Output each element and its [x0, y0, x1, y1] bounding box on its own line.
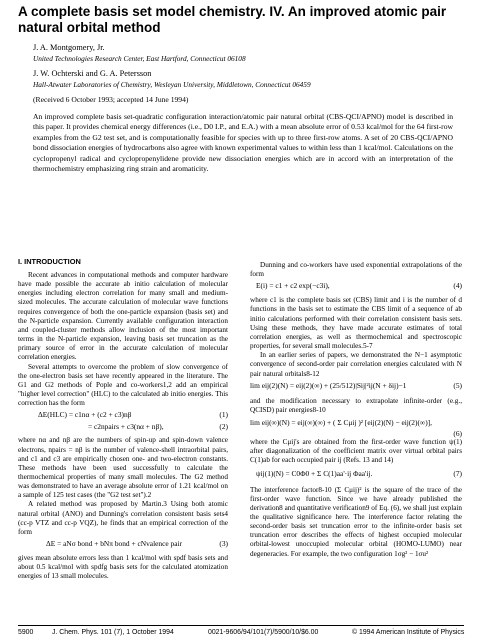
left-column	[18, 271, 228, 582]
paragraph: The interference factor8-10 (Σ Cμij)² is the square of the trace of the first-order wave function. Since we have already published the derivation8 and quantitative verification9 of Eq. (6), we shall just explain the qualitative significance here. The interference factor relating the second-order basis set truncation error to the infinite-order basis set truncation error describes the effects of highest occupied molecular orbital-lowest unoccupied molecular orbital (HOMO-LUMO) near degeneracies. For example, the two configuration 1σg² − 1σu²	[250, 485, 462, 558]
equation-2	[18, 422, 228, 434]
paragraph: where nα and nβ are the numbers of spin-up and spin-down valence electrons, npairs = nβ is the number of valence-shell intraorbital pairs, and c1 and c3 are empirically chosen one- and two-electron constants. These methods have been used successfully to calculate the thermochemical properties of many small molecules. The G2 method was demonstrated to have an average absolute error of 1.21 kcal/mol on a sample of 125 test cases (the "G2 test set").2	[18, 436, 228, 500]
paragraph: Recent advances in computational methods and computer hardware have made possible the accurate ab initio calculation of molecular energies including electron correlation for many small and medium-sized molecules. The accurate calculation of molecular wave functions requires convergence of both the one-particle expansion (basis set) and the N-particle expansion. Currently available configuration interaction and coupled-cluster methods allow inclusion of the most important terms in the N-particle expansion, leaving basis set truncation as the primary source of error in the accurate calculation of molecular correlation energies.	[18, 271, 228, 362]
paragraph: and the modification necessary to extrapolate infinite-order (e.g., QCISD) pair energies8-10	[250, 396, 462, 414]
received-date: (Received 6 October 1993; accepted 14 June 1994)	[33, 95, 189, 104]
page-number: 5900	[18, 629, 34, 636]
abstract: An improved complete basis set-quadratic configuration interaction/atomic pair natural orbital (CBS-QCI/APNO) model is described in this paper. It provides chemical energy differences (i.e., D0 I.P., and E.A.) with a mean absolute error of 0.53 kcal/mol for the 64 first-row examples from the G2 test set, and is computationally feasible for species with up to three first-row atoms. A set of 20 CBS-QCI/APNO bond dissociation energies of hydrocarbons also agree with known experimental values to within less than 1 kcal/mol. Calculations on the cyclopropenyl radical and cyclopropenylidene provide new dissociation energies which are in accord with an interpretation of the thermochemistry emphasizing ring strain and aromaticity.	[33, 112, 453, 174]
right-column	[250, 261, 462, 559]
equation-3	[18, 539, 228, 552]
equation-body: = c2npairs + c3(nα + nβ),	[88, 422, 164, 432]
paragraph: Several attempts to overcome the problem of slow convergence of the one-electron basis set have recently appeared in the literature. The G1 and G2 methods of Pople and co-workers1,2 add an empirical "higher level correction" (HLC) to the calculated ab initio energies. This correction has the form	[18, 362, 228, 408]
journal-citation: J. Chem. Phys. 101 (7), 1 October 1994	[52, 629, 174, 636]
equation-number: (1)	[219, 410, 228, 420]
equation-body: lim eij(∞)(N) = eij(∞)(∞) + ( Σ Cμij )² [eij(2)(N) − eij(2)(∞)],	[250, 418, 432, 428]
equation-body: ΔE(HLC) = c1nα + (c2 + c3)nβ	[38, 410, 132, 420]
equation-body: ψij(1)(N) = C0Φ0 + Σ C(1)aa'·ij Φaa'ij.	[256, 468, 373, 478]
equation-body: E(i) = c1 + c2 exp(−c3i),	[256, 281, 330, 291]
footer-rule	[18, 625, 464, 626]
paragraph: Dunning and co-workers have used exponential extrapolations of the form	[250, 261, 462, 279]
paragraph: gives mean absolute errors less than 1 kcal/mol with spdf basis sets and about 0.5 kcal/mol with spdfg basis sets for the calculated atomization energies of 13 small molecules.	[18, 554, 228, 581]
paragraph: where the Cμij's are obtained from the first-order wave function ψ(1) after diagonalization of the coefficient matrix over virtual orbital pairs C(1)ab for each occupied pair ij (Refs. 13 and 14)	[250, 438, 462, 465]
article-code: 0021-9606/94/101(7)/5900/10/$6.00	[208, 629, 319, 636]
equation-number: (6)	[453, 429, 462, 439]
equation-5	[250, 381, 462, 395]
section-heading: I. INTRODUCTION	[18, 257, 81, 266]
equation-body: lim eij(2)(N) = eij(2)(∞) + (25/512)|Sij|²ij(N + δij)−1	[250, 380, 407, 390]
copyright: © 1994 American Institute of Physics	[352, 629, 465, 636]
equation-4	[250, 281, 462, 294]
affiliation-1: United Technologies Research Center, East Hartford, Connecticut 06108	[33, 54, 246, 63]
affiliation-2: Hall-Atwater Laboratories of Chemistry, Wesleyan University, Middletown, Connecticut 06459	[33, 80, 311, 89]
equation-7	[250, 469, 462, 483]
paragraph: In an earlier series of papers, we demonstrated the N−1 asymptotic convergence of second-order pair correlation energies calculated with N pair natural orbitals8-12	[250, 351, 462, 378]
equation-number: (5)	[453, 380, 462, 390]
author-names-1: J. A. Montgomery, Jr.	[33, 43, 105, 52]
equation-number: (3)	[219, 539, 228, 549]
equation-number: (2)	[219, 422, 228, 432]
paragraph: where c1 is the complete basis set (CBS) limit and i is the number of d functions in the basis set to estimate the CBS limit of a sequence of ab initio calculations performed with their correlation consistent basis sets. Using these methods, they have made accurate estimates of total correlation energies, as well as thermochemical and spectroscopic properties, for several small molecules.5-7	[250, 296, 462, 351]
equation-number: (7)	[453, 468, 462, 478]
equation-6	[250, 418, 462, 439]
equation-body: ΔE = aNσ bond + bNπ bond + cNvalence pair	[46, 539, 183, 549]
equation-number: (4)	[453, 281, 462, 291]
paragraph: A related method was proposed by Martin.3 Using both atomic natural orbital (ANO) and Dunning's correlation consistent basis sets4 (cc-p VTZ and cc-p VQZ), he finds that an empirical correction of the form	[18, 500, 228, 536]
paper-title: A complete basis set model chemistry. IV. An improved atomic pair natural orbital method	[18, 4, 447, 35]
author-names-2: J. W. Ochterski and G. A. Petersson	[33, 69, 152, 78]
equation-1	[18, 410, 228, 422]
